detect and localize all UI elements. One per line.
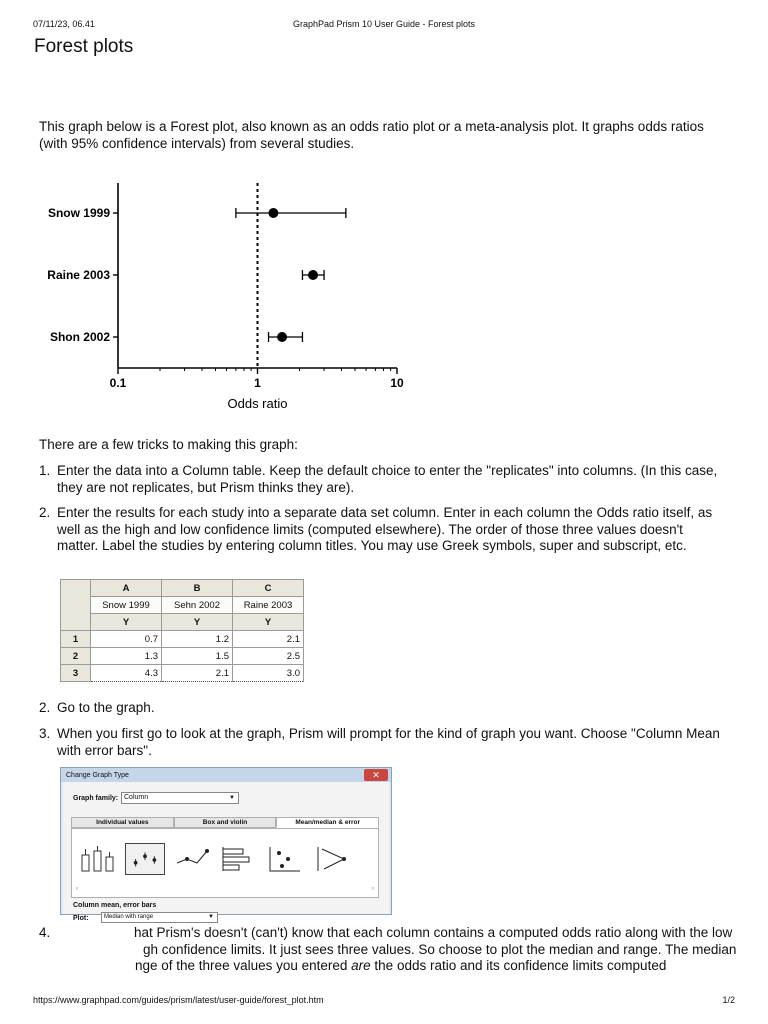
step-4-line-2: gh confidence limits. It just sees three values. So choose to plot the median and range. The median xyxy=(143,941,737,957)
x-axis-title: Odds ratio xyxy=(227,396,288,411)
x-tick-label: 1 xyxy=(254,376,261,390)
column-letter: C xyxy=(233,580,304,597)
table-cell[interactable]: 1.2 xyxy=(162,631,233,648)
study-label: Shon 2002 xyxy=(49,330,110,344)
print-doc-title: GraphPad Prism 10 User Guide - Forest plots xyxy=(292,19,476,29)
step-4-line-3 xyxy=(135,958,666,975)
step-3 xyxy=(39,726,739,759)
footer-url: https://www.graphpad.com/guides/prism/latest/user-guide/forest_plot.htm xyxy=(33,995,324,1005)
data-table xyxy=(60,579,304,682)
column-subheader: Y xyxy=(162,614,233,631)
table-row xyxy=(61,665,304,682)
column-title-cell[interactable]: Raine 2003 xyxy=(233,597,304,614)
odds-ratio-point xyxy=(308,270,318,280)
table-row xyxy=(61,631,304,648)
graph-family-select[interactable] xyxy=(121,792,239,804)
gallery-scrollbar[interactable] xyxy=(76,886,374,894)
column-title-cell[interactable]: Sehn 2002 xyxy=(162,597,233,614)
chevron-left-icon[interactable]: ‹ xyxy=(76,886,78,892)
dialog-title: Change Graph Type xyxy=(66,771,129,779)
change-graph-type-dialog xyxy=(60,767,392,922)
chevron-right-icon[interactable]: › xyxy=(372,886,374,892)
table-cell[interactable]: 1.3 xyxy=(91,648,162,665)
graph-family-label: Graph family: xyxy=(73,795,119,802)
tab-box-and-violin[interactable]: Box and violin xyxy=(174,817,277,828)
step-text: Enter the results for each study into a separate data set column. Enter in each column the Odds ratio itself, as well as the high and low confidence limits (computed elsewhere). The order of those three values doesn't matter. Label the studies by entering column titles. You may use Greek symbols, super and subscript, etc. xyxy=(57,505,713,553)
intro-paragraph: This graph below is a Forest plot, also known as an odds ratio plot or a meta-analysis plot. It graphs odds ratios (with 95% confidence intervals) from several studies. xyxy=(39,119,704,151)
close-button[interactable]: ✕ xyxy=(364,769,388,781)
graph-type-tabs xyxy=(71,817,379,828)
study-label: Raine 2003 xyxy=(47,268,110,282)
step-2-enter xyxy=(39,505,739,555)
column-title-cell[interactable]: Snow 1999 xyxy=(91,597,162,614)
scatter-mean-error-icon[interactable] xyxy=(125,843,165,875)
graph-family-value: Column xyxy=(124,794,149,801)
tab-mean-median-error[interactable]: Mean/median & error xyxy=(276,817,379,828)
forest-plot-chart xyxy=(30,175,430,415)
graph-type-gallery xyxy=(71,828,379,898)
page-number: 1/2 xyxy=(722,995,735,1005)
row-number: 3 xyxy=(61,665,91,682)
step-number: 4. xyxy=(39,925,51,940)
step-4-line-3b: the odds ratio and its confidence limits computed xyxy=(370,958,667,973)
print-timestamp: 07/11/23, 06.41 xyxy=(33,19,95,29)
horizontal-bar-icon[interactable] xyxy=(217,843,257,875)
column-letter: A xyxy=(91,580,162,597)
step-number: 2. xyxy=(39,700,51,715)
dialog-titlebar xyxy=(61,768,391,782)
odds-ratio-point xyxy=(268,208,278,218)
study-label: Snow 1999 xyxy=(47,206,110,220)
step-number: 3. xyxy=(39,726,51,741)
plot-select[interactable] xyxy=(101,912,218,923)
step-4-line-3a: nge of the three values you entered xyxy=(135,958,352,973)
tricks-intro: There are a few tricks to making this graph: xyxy=(39,437,298,452)
step-4-line-1: hat Prism's doesn't (can't) know that each column contains a computed odds ratio along with the low xyxy=(134,925,733,940)
x-tick-label: 10 xyxy=(390,376,404,390)
section-label: Column mean, error bars xyxy=(73,902,157,909)
step-text: When you first go to look at the graph, Prism will prompt for the kind of graph you want. Choose "Column Mean with error bars". xyxy=(57,726,720,758)
plot-select-value: Median with range xyxy=(104,914,154,920)
step-text: Enter the data into a Column table. Keep the default choice to enter the "replicates" into columns. (In this case, they are not replicates, but Prism thinks they are). xyxy=(57,463,718,495)
table-cell[interactable]: 2.1 xyxy=(162,665,233,682)
step-text: Go to the graph. xyxy=(57,700,155,715)
table-cell[interactable]: 4.3 xyxy=(91,665,162,682)
tab-individual-values[interactable]: Individual values xyxy=(71,817,174,828)
bar-graph-type-icon[interactable] xyxy=(78,843,118,875)
table-cell[interactable]: 2.1 xyxy=(233,631,304,648)
step-number: 1. xyxy=(39,463,51,478)
page-title: Forest plots xyxy=(34,36,134,57)
chevron-down-icon: ▼ xyxy=(208,914,214,920)
table-cell[interactable]: 0.7 xyxy=(91,631,162,648)
emphasis: are xyxy=(351,958,371,973)
horizontal-scatter-icon[interactable] xyxy=(264,843,304,875)
step-2-go xyxy=(39,700,739,717)
step-1 xyxy=(39,463,739,496)
horizontal-line-icon[interactable] xyxy=(312,843,352,875)
row-number: 2 xyxy=(61,648,91,665)
table-cell[interactable]: 3.0 xyxy=(233,665,304,682)
plot-label: Plot: xyxy=(73,915,89,922)
table-corner xyxy=(61,580,91,631)
x-tick-label: 0.1 xyxy=(109,376,127,390)
odds-ratio-point xyxy=(277,332,287,342)
table-cell[interactable]: 2.5 xyxy=(233,648,304,665)
step-number: 2. xyxy=(39,505,51,520)
row-number: 1 xyxy=(61,631,91,648)
column-subheader: Y xyxy=(233,614,304,631)
connected-line-icon[interactable] xyxy=(172,843,212,875)
table-row xyxy=(61,648,304,665)
column-subheader: Y xyxy=(91,614,162,631)
column-letter: B xyxy=(162,580,233,597)
table-cell[interactable]: 1.5 xyxy=(162,648,233,665)
chevron-down-icon: ▼ xyxy=(229,795,235,801)
